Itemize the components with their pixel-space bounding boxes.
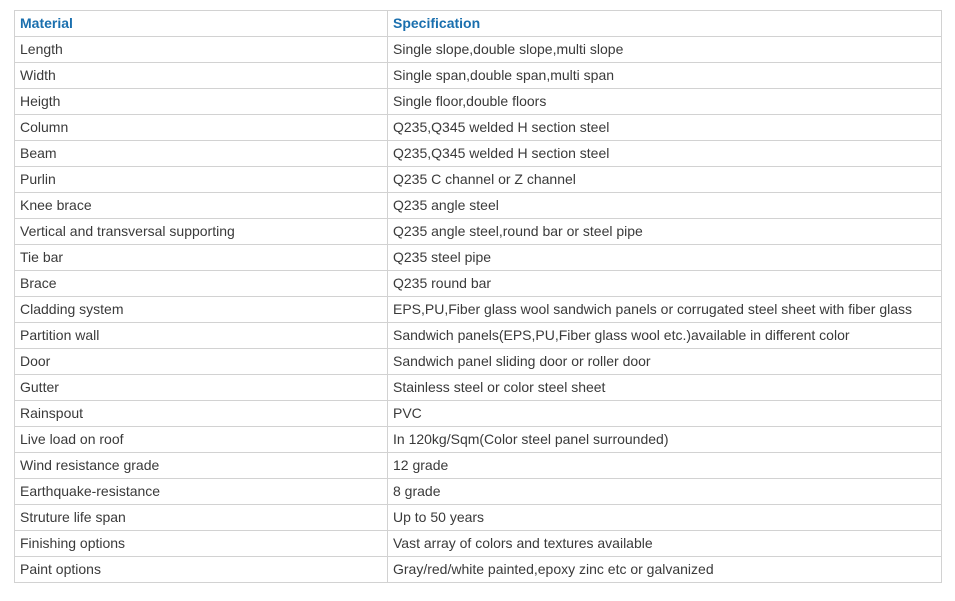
material-cell: Door (15, 349, 388, 375)
material-cell: Earthquake-resistance (15, 479, 388, 505)
material-cell: Tie bar (15, 245, 388, 271)
header-material: Material (15, 11, 388, 37)
material-cell: Vertical and transversal supporting (15, 219, 388, 245)
material-cell: Finishing options (15, 531, 388, 557)
material-cell: Rainspout (15, 401, 388, 427)
table-body (15, 37, 942, 583)
table-row (15, 37, 942, 63)
specification-cell: Single floor,double floors (388, 89, 942, 115)
table-row (15, 531, 942, 557)
table-row (15, 89, 942, 115)
material-cell: Wind resistance grade (15, 453, 388, 479)
table-row (15, 323, 942, 349)
material-cell: Cladding system (15, 297, 388, 323)
material-cell: Knee brace (15, 193, 388, 219)
table-row (15, 193, 942, 219)
material-cell: Paint options (15, 557, 388, 583)
table-row (15, 427, 942, 453)
table-row (15, 63, 942, 89)
table-row (15, 479, 942, 505)
material-cell: Live load on roof (15, 427, 388, 453)
material-cell: Width (15, 63, 388, 89)
table-row (15, 557, 942, 583)
material-cell: Struture life span (15, 505, 388, 531)
specification-cell: Gray/red/white painted,epoxy zinc etc or galvanized (388, 557, 942, 583)
specification-cell: Sandwich panel sliding door or roller door (388, 349, 942, 375)
specification-cell: Single slope,double slope,multi slope (388, 37, 942, 63)
specification-cell: Stainless steel or color steel sheet (388, 375, 942, 401)
spec-table-container (14, 10, 942, 583)
specification-cell: Q235,Q345 welded H section steel (388, 115, 942, 141)
table-row (15, 115, 942, 141)
table-row (15, 375, 942, 401)
specification-cell: Up to 50 years (388, 505, 942, 531)
table-row (15, 297, 942, 323)
specification-cell: Q235 steel pipe (388, 245, 942, 271)
spec-table (14, 10, 942, 583)
table-row (15, 141, 942, 167)
table-row (15, 167, 942, 193)
table-row (15, 505, 942, 531)
specification-cell: In 120kg/Sqm(Color steel panel surrounded) (388, 427, 942, 453)
specification-cell: Q235 angle steel (388, 193, 942, 219)
specification-cell: Q235,Q345 welded H section steel (388, 141, 942, 167)
material-cell: Column (15, 115, 388, 141)
specification-cell: Q235 round bar (388, 271, 942, 297)
material-cell: Length (15, 37, 388, 63)
table-row (15, 453, 942, 479)
table-row (15, 271, 942, 297)
specification-cell: Q235 angle steel,round bar or steel pipe (388, 219, 942, 245)
material-cell: Heigth (15, 89, 388, 115)
table-row (15, 219, 942, 245)
table-row (15, 349, 942, 375)
specification-cell: Sandwich panels(EPS,PU,Fiber glass wool etc.)available in different color (388, 323, 942, 349)
specification-cell: Q235 C channel or Z channel (388, 167, 942, 193)
header-row (15, 11, 942, 37)
specification-cell: 8 grade (388, 479, 942, 505)
material-cell: Gutter (15, 375, 388, 401)
material-cell: Brace (15, 271, 388, 297)
table-row (15, 401, 942, 427)
specification-cell: EPS,PU,Fiber glass wool sandwich panels or corrugated steel sheet with fiber glass (388, 297, 942, 323)
table-row (15, 245, 942, 271)
header-specification: Specification (388, 11, 942, 37)
specification-cell: Single span,double span,multi span (388, 63, 942, 89)
table-header (15, 11, 942, 37)
material-cell: Partition wall (15, 323, 388, 349)
material-cell: Purlin (15, 167, 388, 193)
specification-cell: PVC (388, 401, 942, 427)
specification-cell: 12 grade (388, 453, 942, 479)
material-cell: Beam (15, 141, 388, 167)
specification-cell: Vast array of colors and textures available (388, 531, 942, 557)
